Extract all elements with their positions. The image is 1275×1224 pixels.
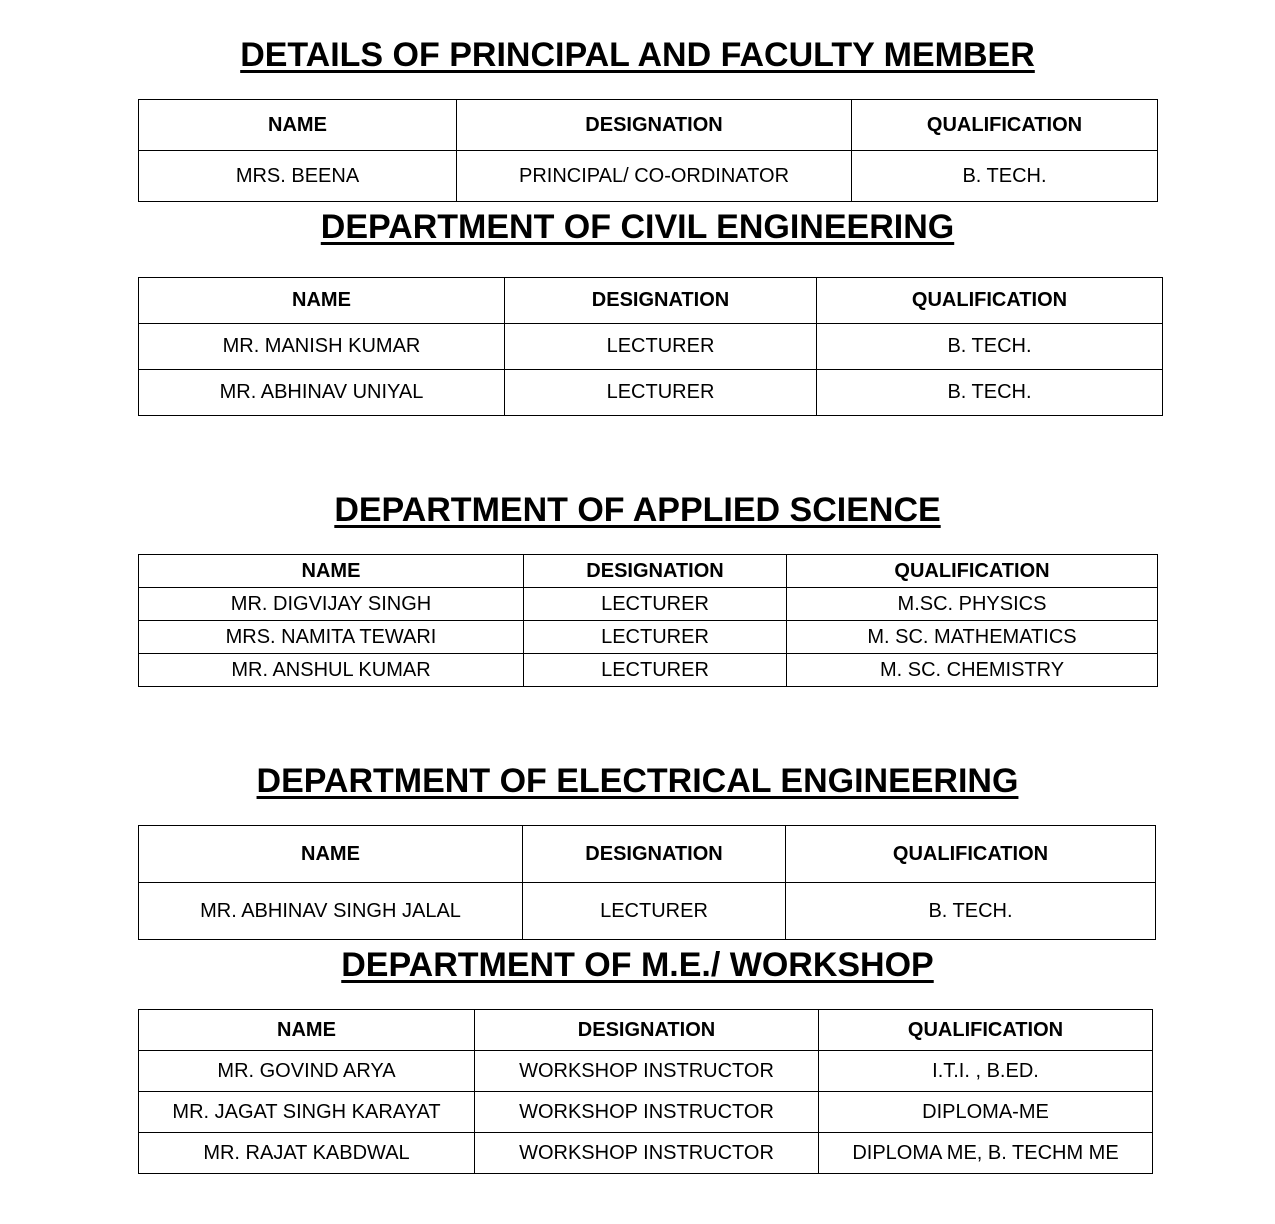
column-header-qualification: QUALIFICATION xyxy=(819,1010,1153,1051)
table-header-row xyxy=(139,826,1156,883)
table-row xyxy=(139,1051,1153,1092)
table-row xyxy=(139,588,1158,621)
cell-qualification: M.SC. PHYSICS xyxy=(787,588,1158,621)
cell-qualification: DIPLOMA-ME xyxy=(819,1092,1153,1133)
table-header-row xyxy=(139,278,1163,324)
column-header-designation: DESIGNATION xyxy=(523,826,786,883)
cell-designation: LECTURER xyxy=(505,324,817,370)
cell-name: MRS. NAMITA TEWARI xyxy=(139,621,524,654)
cell-qualification: B. TECH. xyxy=(852,151,1158,202)
table-row xyxy=(139,1133,1153,1174)
section-title-workshop: DEPARTMENT OF M.E./ WORKSHOP xyxy=(341,946,934,984)
section-title-applied-science: DEPARTMENT OF APPLIED SCIENCE xyxy=(334,491,941,529)
faculty-table-workshop xyxy=(138,1009,1153,1174)
column-header-qualification: QUALIFICATION xyxy=(817,278,1163,324)
cell-name: MR. ABHINAV UNIYAL xyxy=(139,370,505,416)
column-header-qualification: QUALIFICATION xyxy=(787,555,1158,588)
section-title-electrical: DEPARTMENT OF ELECTRICAL ENGINEERING xyxy=(256,762,1019,800)
column-header-name: NAME xyxy=(139,1010,475,1051)
cell-designation: LECTURER xyxy=(524,654,787,687)
table-row xyxy=(139,654,1158,687)
table-row xyxy=(139,370,1163,416)
cell-qualification: I.T.I. , B.ED. xyxy=(819,1051,1153,1092)
faculty-table-electrical xyxy=(138,825,1156,940)
column-header-designation: DESIGNATION xyxy=(475,1010,819,1051)
table-row xyxy=(139,151,1158,202)
cell-designation: PRINCIPAL/ CO-ORDINATOR xyxy=(457,151,852,202)
table-header-row xyxy=(139,555,1158,588)
column-header-designation: DESIGNATION xyxy=(505,278,817,324)
cell-name: MR. ANSHUL KUMAR xyxy=(139,654,524,687)
cell-designation: LECTURER xyxy=(523,883,786,940)
cell-designation: WORKSHOP INSTRUCTOR xyxy=(475,1051,819,1092)
faculty-table-principal xyxy=(138,99,1158,202)
cell-designation: LECTURER xyxy=(524,588,787,621)
column-header-name: NAME xyxy=(139,278,505,324)
cell-designation: WORKSHOP INSTRUCTOR xyxy=(475,1133,819,1174)
cell-designation: WORKSHOP INSTRUCTOR xyxy=(475,1092,819,1133)
faculty-table-civil xyxy=(138,277,1163,416)
cell-designation: LECTURER xyxy=(505,370,817,416)
section-title-civil: DEPARTMENT OF CIVIL ENGINEERING xyxy=(320,208,955,246)
cell-qualification: DIPLOMA ME, B. TECHM ME xyxy=(819,1133,1153,1174)
section-title-principal: DETAILS OF PRINCIPAL AND FACULTY MEMBER xyxy=(240,36,1035,74)
cell-qualification: B. TECH. xyxy=(817,324,1163,370)
cell-qualification: M. SC. CHEMISTRY xyxy=(787,654,1158,687)
column-header-designation: DESIGNATION xyxy=(457,100,852,151)
table-header-row xyxy=(139,100,1158,151)
cell-name: MRS. BEENA xyxy=(139,151,457,202)
cell-name: MR. JAGAT SINGH KARAYAT xyxy=(139,1092,475,1133)
column-header-qualification: QUALIFICATION xyxy=(852,100,1158,151)
column-header-name: NAME xyxy=(139,826,523,883)
table-row xyxy=(139,621,1158,654)
table-header-row xyxy=(139,1010,1153,1051)
column-header-designation: DESIGNATION xyxy=(524,555,787,588)
table-row xyxy=(139,883,1156,940)
cell-qualification: M. SC. MATHEMATICS xyxy=(787,621,1158,654)
table-row xyxy=(139,1092,1153,1133)
cell-qualification: B. TECH. xyxy=(786,883,1156,940)
cell-name: MR. RAJAT KABDWAL xyxy=(139,1133,475,1174)
column-header-name: NAME xyxy=(139,100,457,151)
faculty-table-applied-science xyxy=(138,554,1158,687)
table-row xyxy=(139,324,1163,370)
column-header-qualification: QUALIFICATION xyxy=(786,826,1156,883)
cell-name: MR. MANISH KUMAR xyxy=(139,324,505,370)
cell-name: MR. GOVIND ARYA xyxy=(139,1051,475,1092)
cell-qualification: B. TECH. xyxy=(817,370,1163,416)
cell-name: MR. DIGVIJAY SINGH xyxy=(139,588,524,621)
cell-designation: LECTURER xyxy=(524,621,787,654)
cell-name: MR. ABHINAV SINGH JALAL xyxy=(139,883,523,940)
column-header-name: NAME xyxy=(139,555,524,588)
